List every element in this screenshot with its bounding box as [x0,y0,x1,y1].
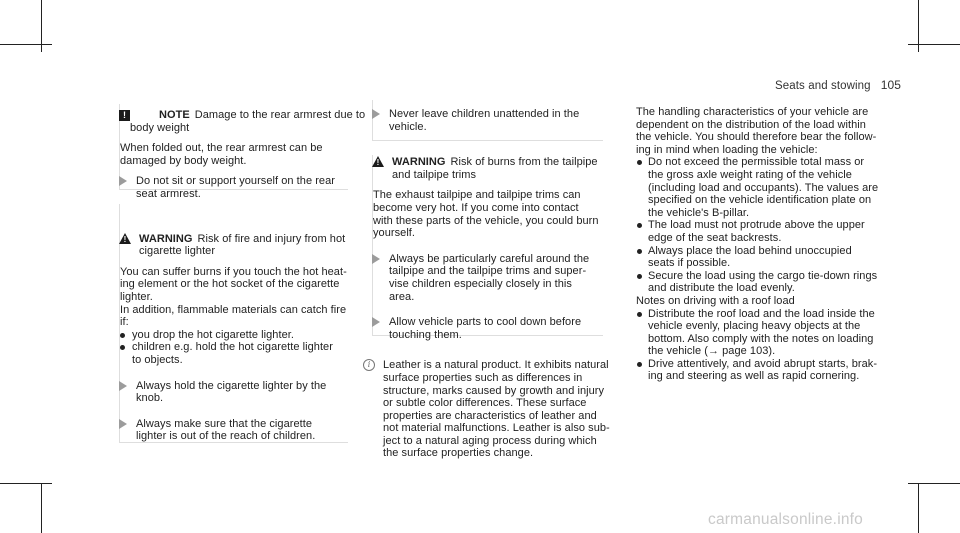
page-number: 105 [880,78,902,92]
warning-step: Always be particularly careful around the tailpipe and the tailpipe trims and super- vise children especially closely in this area. [363,253,608,303]
info-note: i Leather is a natural product. It exhibits natural surface properties such as differences in structure, marks caused by growth and injury or subtle color differences. These surface properties are characteristics of leather and not material malfunctions. Leather is also sub- ject to a natural aging process during which the surface properties change. [363,359,608,460]
crop-mark [41,483,42,533]
list-item: children e.g. hold the hot cigarette lighter to objects. [110,341,350,366]
page-header [775,78,901,92]
info-icon: i [363,359,375,371]
roof-load-heading: Notes on driving with a roof load [636,294,795,307]
warning-step: Always make sure that the cigarette lighter is out of the reach of children. [110,418,350,443]
step-arrow-icon [372,317,380,327]
crop-mark [41,0,42,52]
warning-text: The exhaust tailpipe and tailpipe trims can become very hot. If you come into contact with these parts of the vehicle, you could burn yourself. [373,189,599,240]
section-title: Seats and stowing [775,80,871,92]
step-arrow-icon [119,176,127,186]
bullet-icon [637,312,642,317]
warning-text: You can suffer burns if you touch the hot heat- ing element or the hot socket of the cigarette lighter. In addition, flammable materials can catch fire if: [120,265,347,329]
column-middle [363,108,608,460]
notice-keyword: NOTE [159,109,190,121]
step-arrow-icon [372,254,380,264]
warning-step: Allow vehicle parts to cool down before touching them. [363,316,608,341]
intro-text: The handling characteristics of your vehicle are dependent on the distribution of the load within the vehicle. You should therefore bear the follow- ing in mind when loading the vehicle: [636,106,877,156]
bullet-icon [637,274,642,279]
bullet-icon [637,160,642,165]
bullet-icon [637,223,642,228]
bullet-icon [637,249,642,254]
warning-keyword: WARNING [392,156,446,169]
bullet-icon [120,333,125,338]
crop-mark [908,44,960,45]
page-103-link[interactable]: page 103 [722,345,769,358]
crop-mark [0,44,52,45]
list-item: you drop the hot cigarette lighter. [110,329,350,342]
warning-keyword: WARNING [139,232,193,245]
arrow-right-icon: → [707,345,720,358]
list-item: Always place the load behind unoccupied seats if possible. [636,245,876,270]
warning-step: Always hold the cigarette lighter by the knob. [110,380,350,405]
warning-heading: ! WARNING Risk of burns from the tailpipe and tailpipe trims [363,156,608,181]
list-item: Do not exceed the permissible total mass or the gross axle weight rating of the vehicle (including load and occupants). The values are specified on the vehicle identification plate on the vehicle's B-pillar. [636,156,876,219]
list-item: Distribute the roof load and the load inside the vehicle evenly, placing heavy objects at the bottom. Also comply with the notes on loading the vehicle (→ page 103). [636,308,876,358]
warning-heading: ! WARNING Risk of fire and injury from hot cigarette lighter [110,233,350,258]
notice-step: Do not sit or support yourself on the rear seat armrest. [110,175,350,200]
crop-mark [0,483,52,484]
watermark: carmanualsonline.info [708,511,863,528]
list-item: The load must not protrude above the upper edge of the seat backrests. [636,219,876,244]
top-step: Never leave children unattended in the vehicle. [363,108,608,133]
notice-heading: ! NOTE Damage to the rear armrest due to body weight [110,109,350,134]
page-xref: the vehicle (→ page 103). [648,345,776,358]
bullet-icon [637,362,642,367]
list-item: Secure the load using the cargo tie-down rings and distribute the load evenly. [636,270,876,295]
column-right [636,106,879,383]
list-item: Drive attentively, and avoid abrupt starts, brak- ing and steering as well as rapid cornering. [636,358,876,383]
step-arrow-icon [119,381,127,391]
crop-mark [918,483,919,533]
column-left [110,109,366,443]
crop-mark [918,0,919,52]
notice-text: When folded out, the rear armrest can be damaged by body weight. [120,142,323,167]
crop-mark [908,483,960,484]
notice-square-icon: ! [119,110,130,121]
bullet-icon [120,345,125,350]
step-arrow-icon [119,419,127,429]
step-arrow-icon [372,109,380,119]
